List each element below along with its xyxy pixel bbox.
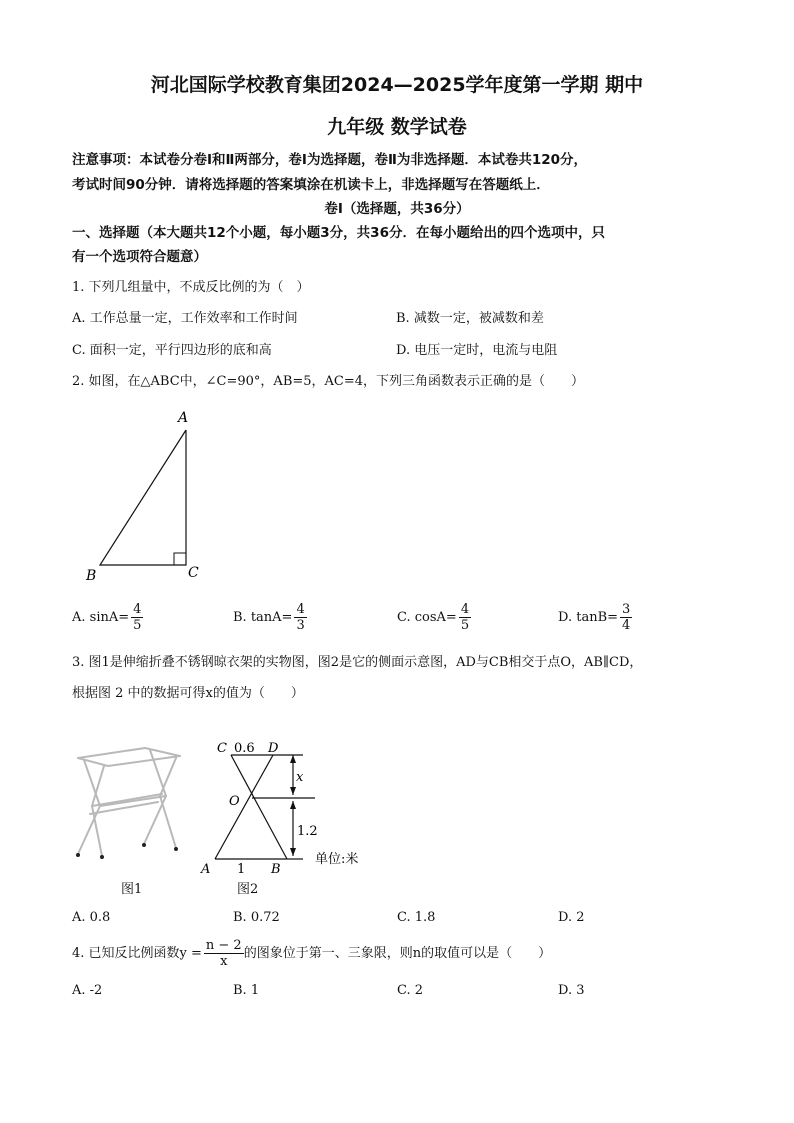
point-c-label: C bbox=[217, 741, 227, 756]
vertex-b-label: B bbox=[86, 568, 97, 584]
q3-stem-2: 根据图 2 中的数据可得x的值为（ ） bbox=[72, 686, 304, 701]
notice-line-1: 注意事项：本试卷分卷Ⅰ和Ⅱ两部分，卷Ⅰ为选择题，卷Ⅱ为非选择题．本试卷共120分， bbox=[72, 152, 588, 168]
q3-stem-1: 3. 图1是伸缩折叠不锈钢晾衣架的实物图，图2是它的侧面示意图，AD与CB相交于点O，AB∥CD， bbox=[72, 655, 643, 670]
q1-option-d: D. 电压一定时，电流与电阻 bbox=[396, 343, 558, 358]
vertex-a-label: A bbox=[178, 410, 189, 426]
q3-option-b: B. 0.72 bbox=[233, 910, 280, 925]
q3-option-d: D. 2 bbox=[558, 910, 585, 925]
x-label: x bbox=[296, 770, 304, 785]
q2-option-b: B. tanA= $\frac{4}{3}$ bbox=[233, 602, 305, 633]
q1-option-a: A. 工作总量一定，工作效率和工作时间 bbox=[72, 311, 298, 326]
q4-option-d: D. 3 bbox=[558, 983, 585, 998]
unit-label: 单位:米 bbox=[315, 852, 359, 867]
q1-option-c: C. 面积一定，平行四边形的底和高 bbox=[72, 343, 272, 358]
fraction: $\frac{4}{3}$ bbox=[296, 602, 305, 633]
q2-option-d: D. tanB= $\frac{3}{4}$ bbox=[558, 602, 631, 633]
q3-option-c: C. 1.8 bbox=[397, 910, 436, 925]
exam-title: 河北国际学校教育集团2024—2025学年度第一学期 期中 bbox=[150, 74, 644, 96]
q4-option-b: B. 1 bbox=[233, 983, 260, 998]
fig1-caption: 图1 bbox=[121, 882, 143, 897]
fraction: $\frac{n - 2}{x}$ bbox=[205, 938, 242, 969]
q4-option-c: C. 2 bbox=[397, 983, 424, 998]
q3-option-a: A. 0.8 bbox=[72, 910, 111, 925]
point-b-label: B bbox=[271, 862, 281, 877]
fig2-caption: 图2 bbox=[237, 882, 259, 897]
section-instructions-1: 一、选择题（本大题共12个小题，每小题3分，共36分．在每小题给出的四个选项中，只 bbox=[72, 225, 605, 241]
exam-subtitle: 九年级 数学试卷 bbox=[327, 116, 467, 138]
section-title: 卷Ⅰ（选择题，共36分） bbox=[324, 201, 470, 217]
fraction: $\frac{4}{5}$ bbox=[460, 602, 470, 633]
point-a-label: A bbox=[201, 862, 211, 877]
q2-triangle-figure bbox=[80, 405, 220, 585]
section-instructions-2: 有一个选项符合题意） bbox=[72, 249, 207, 265]
q2-option-a: A. sinA= $\frac{4}{5}$ bbox=[72, 602, 142, 633]
point-o-label: O bbox=[229, 794, 240, 809]
drying-rack-photo bbox=[70, 744, 190, 869]
q2-stem: 2. 如图，在△ABC中，∠C=90°，AB=5，AC=4，下列三角函数表示正确的是（ ） bbox=[72, 374, 585, 389]
bottom-length-label: 1 bbox=[237, 862, 246, 877]
q2-option-c: C. cosA= $\frac{4}{5}$ bbox=[397, 602, 470, 633]
top-length-label: 0.6 bbox=[234, 741, 255, 756]
fraction: $\frac{4}{5}$ bbox=[133, 602, 142, 633]
q1-stem: 1. 下列几组量中，不成反比例的为（ ） bbox=[72, 280, 310, 295]
point-d-label: D bbox=[268, 741, 279, 756]
q4-stem: 4. 已知反比例函数y = $\frac{n - 2}{x}$ 的图象位于第一、三象限，则n的取值可以是（ ） bbox=[72, 938, 552, 969]
q1-option-b: B. 减数一定，被减数和差 bbox=[396, 311, 544, 326]
height-label: 1.2 bbox=[297, 824, 318, 839]
notice-line-2: 考试时间90分钟．请将选择题的答案填涂在机读卡上，非选择题写在答题纸上． bbox=[72, 177, 550, 193]
rack-side-diagram bbox=[195, 737, 370, 882]
vertex-c-label: C bbox=[188, 565, 199, 581]
q4-option-a: A. -2 bbox=[72, 983, 103, 998]
fraction: $\frac{3}{4}$ bbox=[622, 602, 631, 633]
